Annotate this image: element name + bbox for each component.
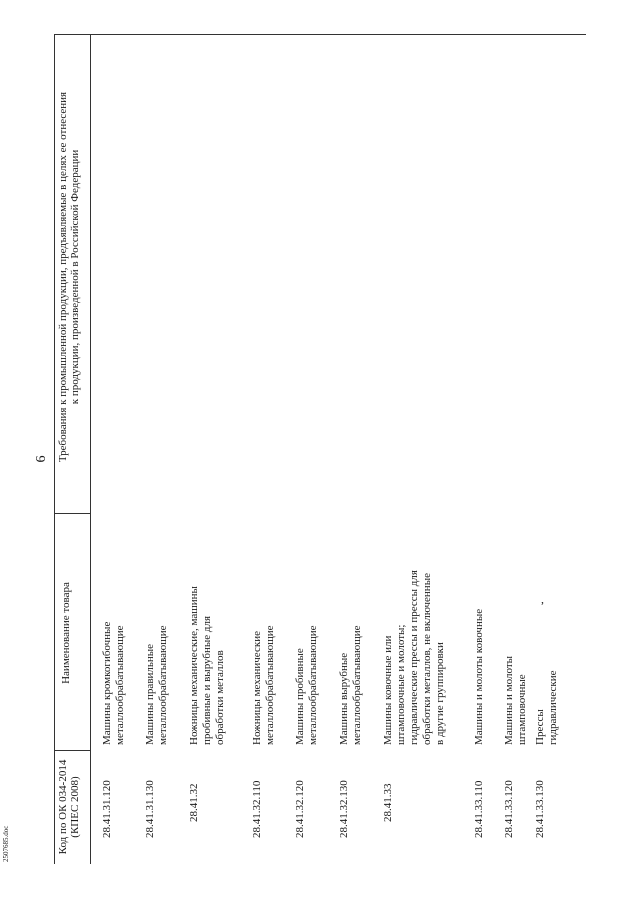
row-name: Машины правильные металлообрабатывающие bbox=[144, 625, 169, 745]
row-name: Машины пробивные металлообрабатывающие bbox=[294, 625, 319, 745]
row-code: 28.41.32.120 bbox=[294, 780, 306, 838]
row-code: 28.41.33.120 bbox=[503, 780, 515, 838]
table-left-edge bbox=[54, 34, 586, 35]
row-code: 28.41.32.130 bbox=[338, 780, 350, 838]
row-code: 28.41.31.120 bbox=[101, 780, 113, 838]
header-requirements bbox=[57, 37, 87, 517]
header-requirements-line-1: Требования к промышленной продукции, предъявляемые в целях ее отнесения bbox=[57, 91, 69, 463]
row-name: Машины и молоты ковочные bbox=[473, 608, 485, 745]
row-code: 28.41.33.110 bbox=[473, 780, 485, 838]
row-code: 28.41.33.130 bbox=[534, 780, 546, 838]
row-code: 28.41.32.110 bbox=[251, 780, 263, 838]
row-name: Прессы гидравлические bbox=[534, 670, 559, 745]
row-name: Машины вырубные металлообрабатывающие bbox=[338, 625, 363, 745]
page-number: 6 bbox=[34, 455, 49, 463]
table-top-border bbox=[54, 34, 55, 864]
row-code: 28.41.31.130 bbox=[144, 780, 156, 838]
row-name: Ножницы механические, машины пробивные и вырубные для обработки металлов bbox=[188, 586, 226, 745]
row-code: 28.41.33 bbox=[382, 783, 394, 822]
column-divider-name bbox=[54, 750, 90, 751]
header-code bbox=[57, 752, 85, 862]
stray-mark: , bbox=[541, 592, 544, 606]
header-product-name: Наименование товара bbox=[60, 582, 72, 684]
header-code-line-1: Код по ОК 034-2014 bbox=[57, 759, 69, 855]
footer-filename: 2507685.doc bbox=[2, 825, 10, 862]
row-name: Ножницы механические металлообрабатывающие bbox=[251, 625, 276, 745]
header-code-line-2: (КПЕС 2008) bbox=[69, 776, 81, 838]
row-name: Машины кромкогибочные металлообрабатывающие bbox=[101, 621, 126, 745]
row-name: Машины ковочные или штамповочные и молоты; гидравлические прессы и прессы для обработки металлов, не включенные в другие группировки bbox=[382, 570, 446, 745]
row-name: Машины и молоты штамповочные bbox=[503, 655, 528, 745]
table-header-divider bbox=[90, 34, 91, 864]
row-code: 28.41.32 bbox=[188, 783, 200, 822]
header-requirements-line-2: к продукции, произведенной в Российской Федерации bbox=[69, 149, 81, 405]
